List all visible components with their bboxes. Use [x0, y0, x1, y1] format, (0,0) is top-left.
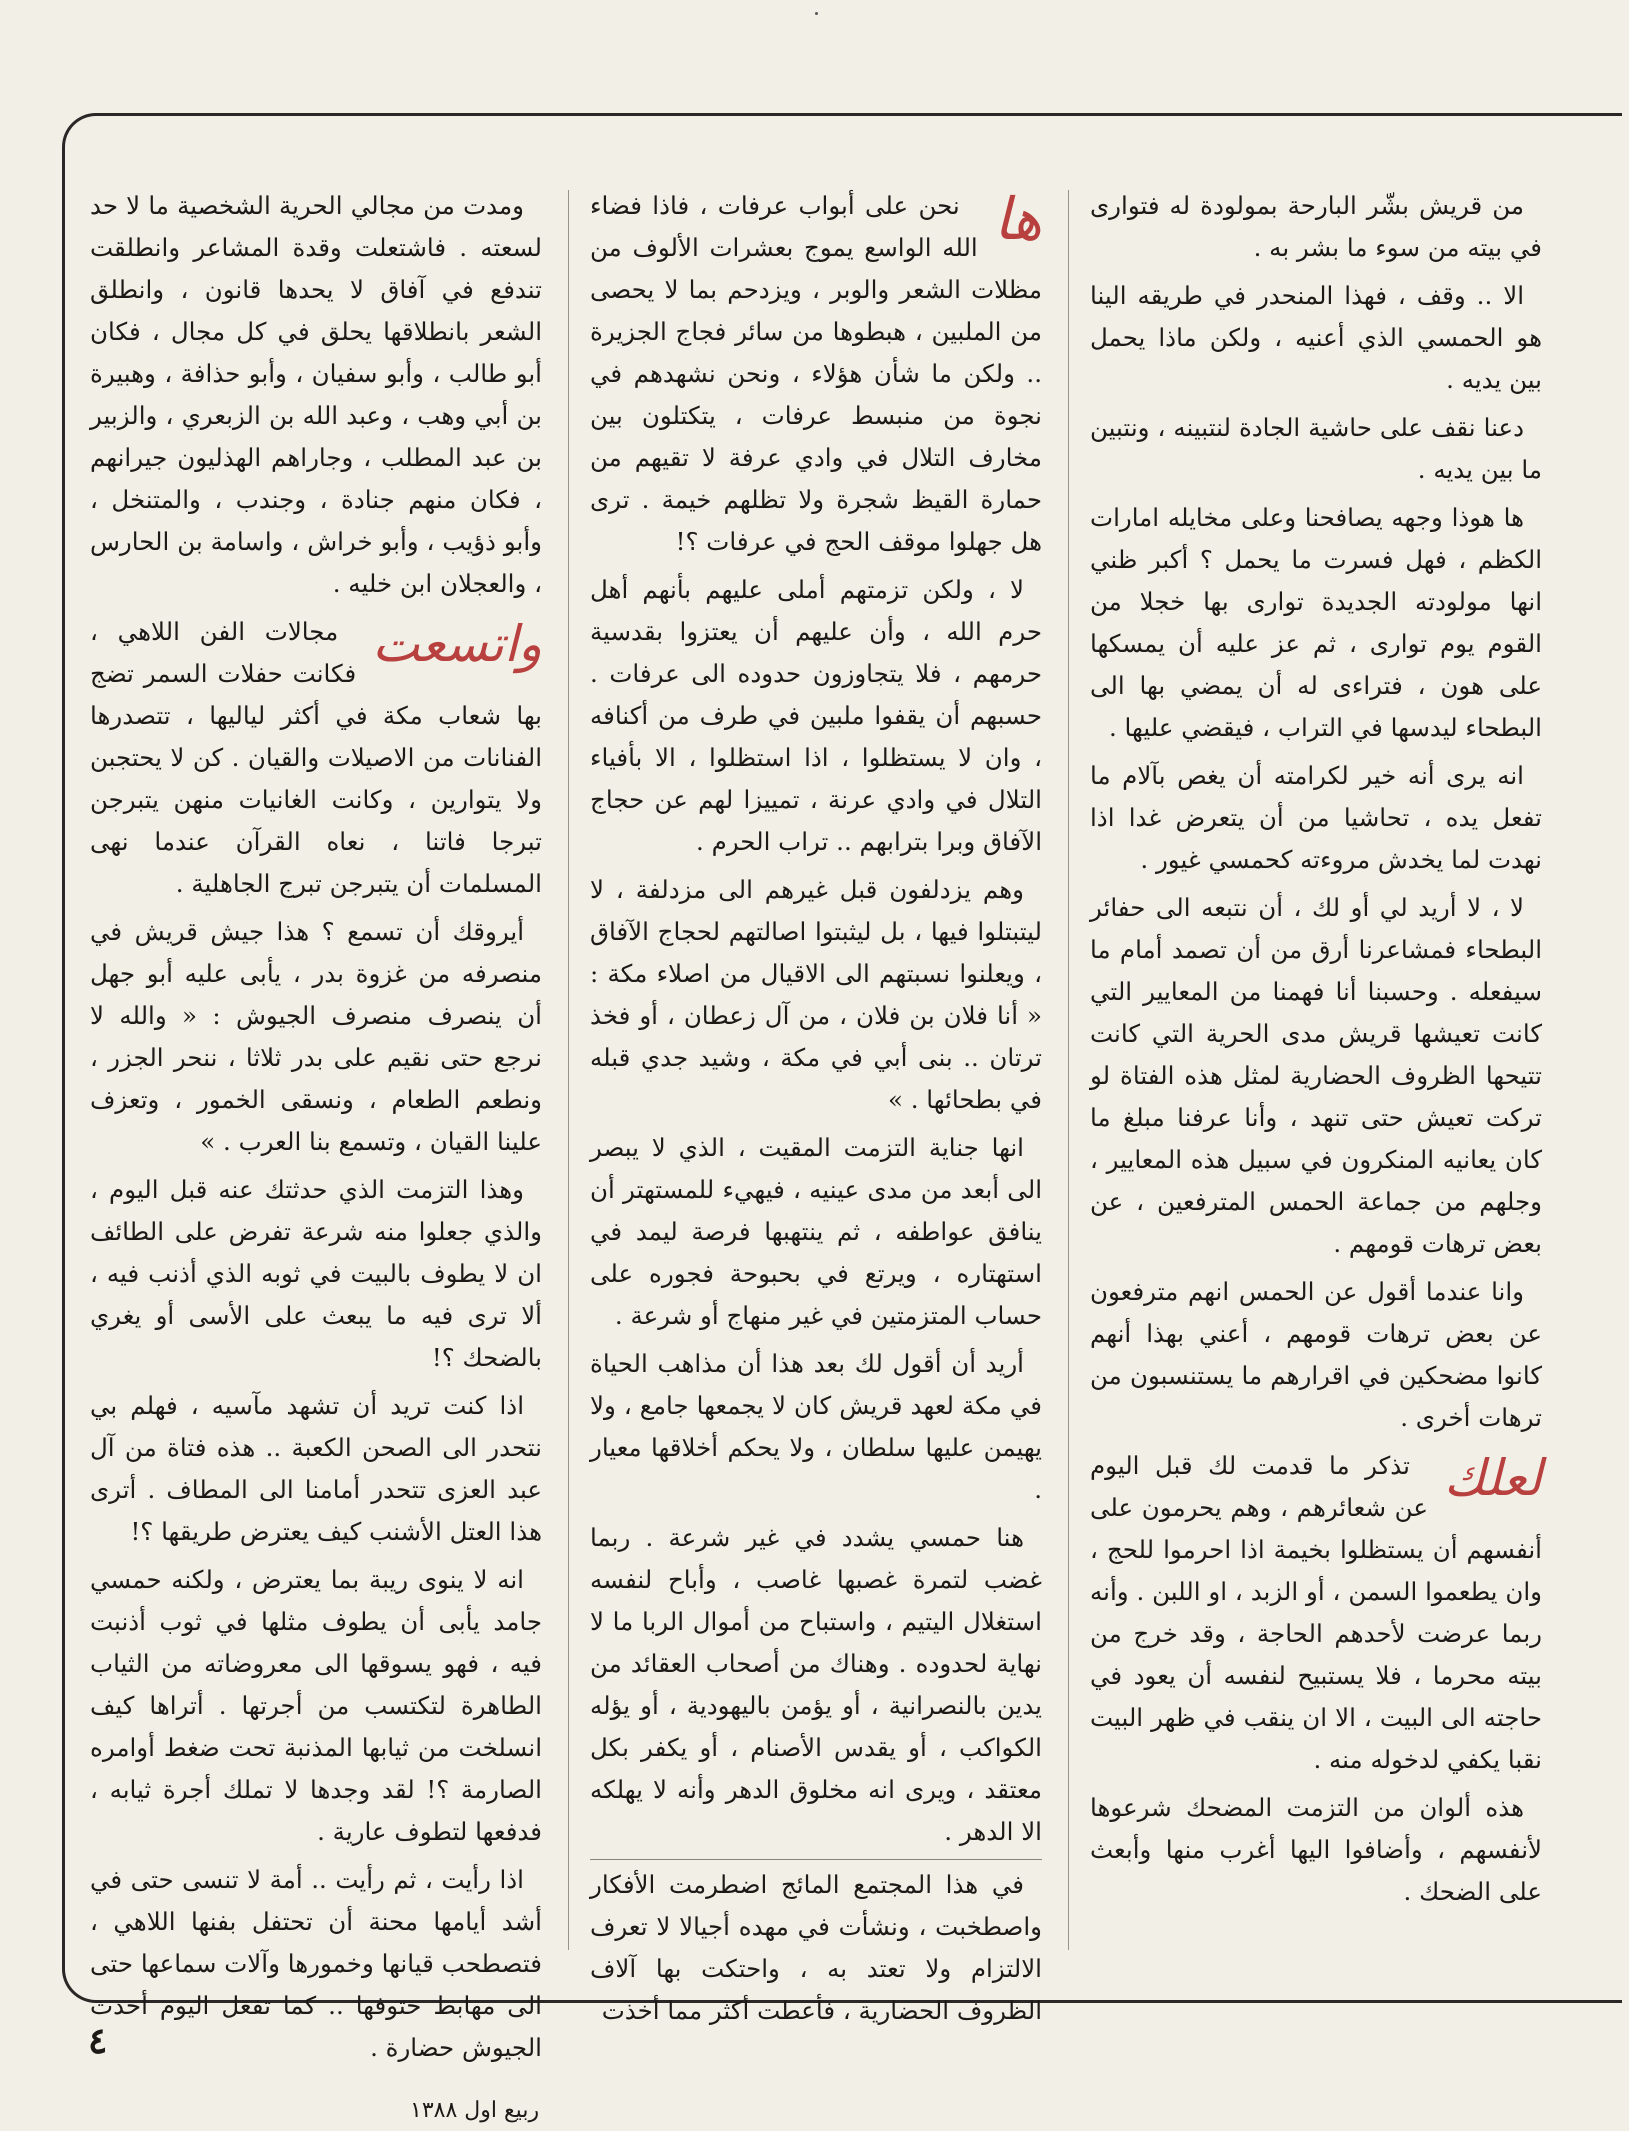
paragraph: ومدت من مجالي الحرية الشخصية ما لا حد لسعته . فاشتعلت وقدة المشاعر وانطلقت تندفع في آفاق لا يحدها قانون ، وانطلق الشعر بانطلاقها يحلق في كل مجال ، فكان أبو طالب ، وأبو سفيان ، وأبو حذافة ، وهبيرة بن أبي وهب ، وعبد الله بن الزبعري ، والزبير بن عبد المطلب ، وجاراهم الهذليون جيرانهم ، فكان منهم جنادة ، وجندب ، والمتنخل ، وأبو ذؤيب ، وأبو خراش ، واسامة بن الحارس ، والعجلان ابن خليه . [90, 191, 542, 598]
paragraph: دعنا نقف على حاشية الجادة لنتبينه ، ونتبين ما بين يديه . [1090, 413, 1542, 484]
paragraph: نحن على أبواب عرفات ، فاذا فضاء الله الواسع يموج بعشرات الألوف من مظلات الشعر والوبر ، ويزدحم بما لا يحصى من الملبين ، هبطوها من سائر فجاج الجزيرة .. ولكن ما شأن هؤلاء ، ونحن نشهدهم في نجوة من منبسط عرفات ، يتكتلون بين مخارف التلال في وادي عرفة لا تقيهم من حمارة القيظ شجرة ولا تظلهم خيمة . ترى هل جهلوا موقف الحج في عرفات ؟! [590, 191, 1042, 556]
paragraph: لا ، لا أريد لي أو لك ، أن نتبعه الى حفائر البطحاء فمشاعرنا أرق من أن تصمد أمام ما سيفعله . وحسبنا أنا فهمنا من المعايير التي كانت تعيشها قريش مدى الحرية التي كانت تتيحها الظروف الحضارية لمثل هذه الفتاة لو تركت تعيش حتى تنهد ، وأنا عرفنا مبلغ ما كان يعانيه المنكرون في سبيل هذه المعايير ، وجلهم من جماعة الحمس المترفعين ، عن بعض ترهات قومهم . [1090, 893, 1542, 1258]
paragraph: وهذا التزمت الذي حدثتك عنه قبل اليوم ، والذي جعلوا منه شرعة تفرض على الطائف ان لا يطوف بالبيت في ثوبه الذي أذنب فيه ، ألا ترى فيه ما يبعث على الأسى أو يغري بالضحك ؟! [90, 1175, 542, 1372]
dropcap-word: لعلك [1443, 1449, 1542, 1507]
paragraph: لا ، ولكن تزمتهم أملى عليهم بأنهم أهل حرم الله ، وأن عليهم أن يعتزوا بقدسية حرمهم ، فلا يتجاوزون حدوده الى عرفات . حسبهم أن يقفوا ملبين في طرف من أكنافه ، وان لا يستظلوا ، اذا استظلوا ، الا بأفياء التلال في وادي عرنة ، تمييزا لهم عن حجاج الآفاق وبرا بترابهم .. تراب الحرم . [590, 575, 1042, 856]
dropcap-paragraph [90, 611, 542, 905]
dropcap-word: ها [993, 185, 1042, 253]
print-speck [815, 12, 818, 15]
dropcap-paragraph [590, 185, 1042, 563]
paragraph: انها جناية التزمت المقيت ، الذي لا يبصر الى أبعد من مدى عينيه ، فيهيء للمستهتر أن ينافق عواطفه ، ثم ينتهبها فرصة ليمد في استهتاره ، ويرتع في بحبوحة فجوره على حساب المتزمتين في غير منهاج أو شرعة . [590, 1133, 1042, 1330]
paragraph: هنا حمسي يشدد في غير شرعة . ربما غضب لتمرة غصبها غاصب ، وأباح لنفسه استغلال اليتيم ، واستباح من أموال الربا ما لا نهاية لحدوده . وهناك من أصحاب العقائد من يدين بالنصرانية ، أو يؤمن باليهودية ، أو يؤله الكواكب ، أو يقدس الأصنام ، أو يكفر بكل معتقد ، ويرى انه مخلوق الدهر وأنه لا يهلكه الا الدهر . [590, 1523, 1042, 1846]
paragraph: تذكر ما قدمت لك قبل اليوم عن شعائرهم ، وهم يحرمون على أنفسهم أن يستظلوا بخيمة اذا احرموا للحج ، وان يطعموا السمن ، أو الزبد ، او اللبن . وأنه ربما عرضت لأحدهم الحاجة ، وقد خرج من بيته محرما ، فلا يستبيح لنفسه أن يعود في حاجته الى البيت ، الا ان ينقب في ظهر البيت نقبا يكفي لدخوله منه . [1090, 1451, 1542, 1774]
footer-date: ربيع اول ١٣٨٨ [410, 2098, 540, 2123]
paragraph: وهم يزدلفون قبل غيرهم الى مزدلفة ، لا ليتبتلوا فيها ، بل ليثبتوا اصالتهم لحجاج الآفاق ، ويعلنوا نسبتهم الى الاقيال من اصلاء مكة : « أنا فلان بن فلان ، من آل زعطان ، أو فخذ ترتان .. بنى أبي في مكة ، وشيد جدي قبله في بطحائها . » [590, 875, 1042, 1114]
paragraph: مجالات الفن اللاهي ، فكانت حفلات السمر تضج بها شعاب مكة في أكثر لياليها ، تتصدرها الفنانات من الاصيلات والقيان . كن لا يحتجبن ولا يتوارين ، وكانت الغانيات منهن يتبرجن تبرجا فاتنا ، نعاه القرآن عندما نهى المسلمات أن يتبرجن تبرج الجاهلية . [90, 617, 542, 898]
paragraph: انه لا ينوى ريبة بما يعترض ، ولكنه حمسي جامد يأبى أن يطوف مثلها في ثوب أذنبت فيه ، فهو يسوقها الى معروضاته من الثياب الطاهرة لتكتسب من أجرتها . أتراها كيف انسلخت من ثيابها المذنبة تحت ضغط أوامره الصارمة ؟! لقد وجدها لا تملك أجرة ثيابه ، فدفعها لتطوف عارية . [90, 1565, 542, 1846]
paragraph: انه يرى أنه خير لكرامته أن يغص بآلام ما تفعل يده ، تحاشيا من أن يتعرض غدا اذا نهدت لما يخدش مروءته كحمسي غيور . [1090, 761, 1542, 874]
page-number: ٤ [88, 2020, 108, 2062]
paragraph: أريد أن أقول لك بعد هذا أن مذاهب الحياة في مكة لعهد قريش كان لا يجمعها جامع ، ولا يهيمن عليها سلطان ، ولا يحكم أخلاقها معيار . [590, 1349, 1042, 1504]
dropcap-paragraph [1090, 1445, 1542, 1781]
paragraph: وانا عندما أقول عن الحمس انهم مترفعون عن بعض ترهات قومهم ، أعني بهذا أنهم كانوا مضحكين في اقرارهم ما يستنسبون من ترهات أخرى . [1090, 1277, 1542, 1432]
paragraph: اذا رأيت ، ثم رأيت .. أمة لا تنسى حتى في أشد أيامها محنة أن تحتفل بفنها اللاهي ، فتصطحب قيانها وخمورها وآلات سماعها حتى الى مهابط حتوفها .. كما تفعل اليوم أحدث الجيوش حضارة . [90, 1865, 542, 2062]
paragraph: من قريش بشّر البارحة بمولودة له فتوارى في بيته من سوء ما بشر به . [1090, 191, 1542, 262]
paragraph: أيروقك أن تسمع ؟ هذا جيش قريش في منصرفه من غزوة بدر ، يأبى عليه أبو جهل أن ينصرف منصرف الجيوش : « والله لا نرجع حتى نقيم على بدر ثلاثا ، ننحر الجزر ، ونطعم الطعام ، ونسقى الخمور ، وتعزف علينا القيان ، وتسمع بنا العرب . » [90, 917, 542, 1156]
column-divider [568, 190, 569, 1950]
article-column-left [90, 185, 542, 2062]
paragraph: هذه ألوان من التزمت المضحك شرعوها لأنفسهم ، وأضافوا اليها أغرب منها وأبعث على الضحك . [1090, 1793, 1542, 1906]
article-column-middle [590, 185, 1042, 2025]
paragraph: ها هوذا وجهه يصافحنا وعلى مخايله امارات الكظم ، فهل فسرت ما يحمل ؟ أكبر ظني انها مولودته الجديدة توارى بها خجلا من القوم يوم توارى ، ثم عز عليه أن يمسكها على هون ، فتراءى له أن يمضي بها الى البطحاء ليدسها في التراب ، فيقضي عليها . [1090, 503, 1542, 742]
dropcap-word: واتسعت [372, 615, 542, 673]
paragraph: الا .. وقف ، فهذا المنحدر في طريقه الينا هو الحمسي الذي أعنيه ، ولكن ماذا يحمل بين يديه . [1090, 281, 1542, 394]
article-column-right [1090, 185, 1542, 1960]
paragraph: اذا كنت تريد أن تشهد مآسيه ، فهلم بي نتحدر الى الصحن الكعبة .. هذه فتاة من آل عبد العزى تتحدر أمامنا الى المطاف . أترى هذا العتل الأشنب كيف يعترض طريقها ؟! [90, 1391, 542, 1546]
column-divider [1068, 190, 1069, 1950]
paragraph: في هذا المجتمع المائج اضطرمت الأفكار واصطخبت ، ونشأت في مهده أجيالا لا تعرف الالتزام ولا تعتد به ، واحتكت بها آلاف الظروف الحضارية ، فأعطت أكثر مما أخذت [590, 1859, 1042, 2032]
